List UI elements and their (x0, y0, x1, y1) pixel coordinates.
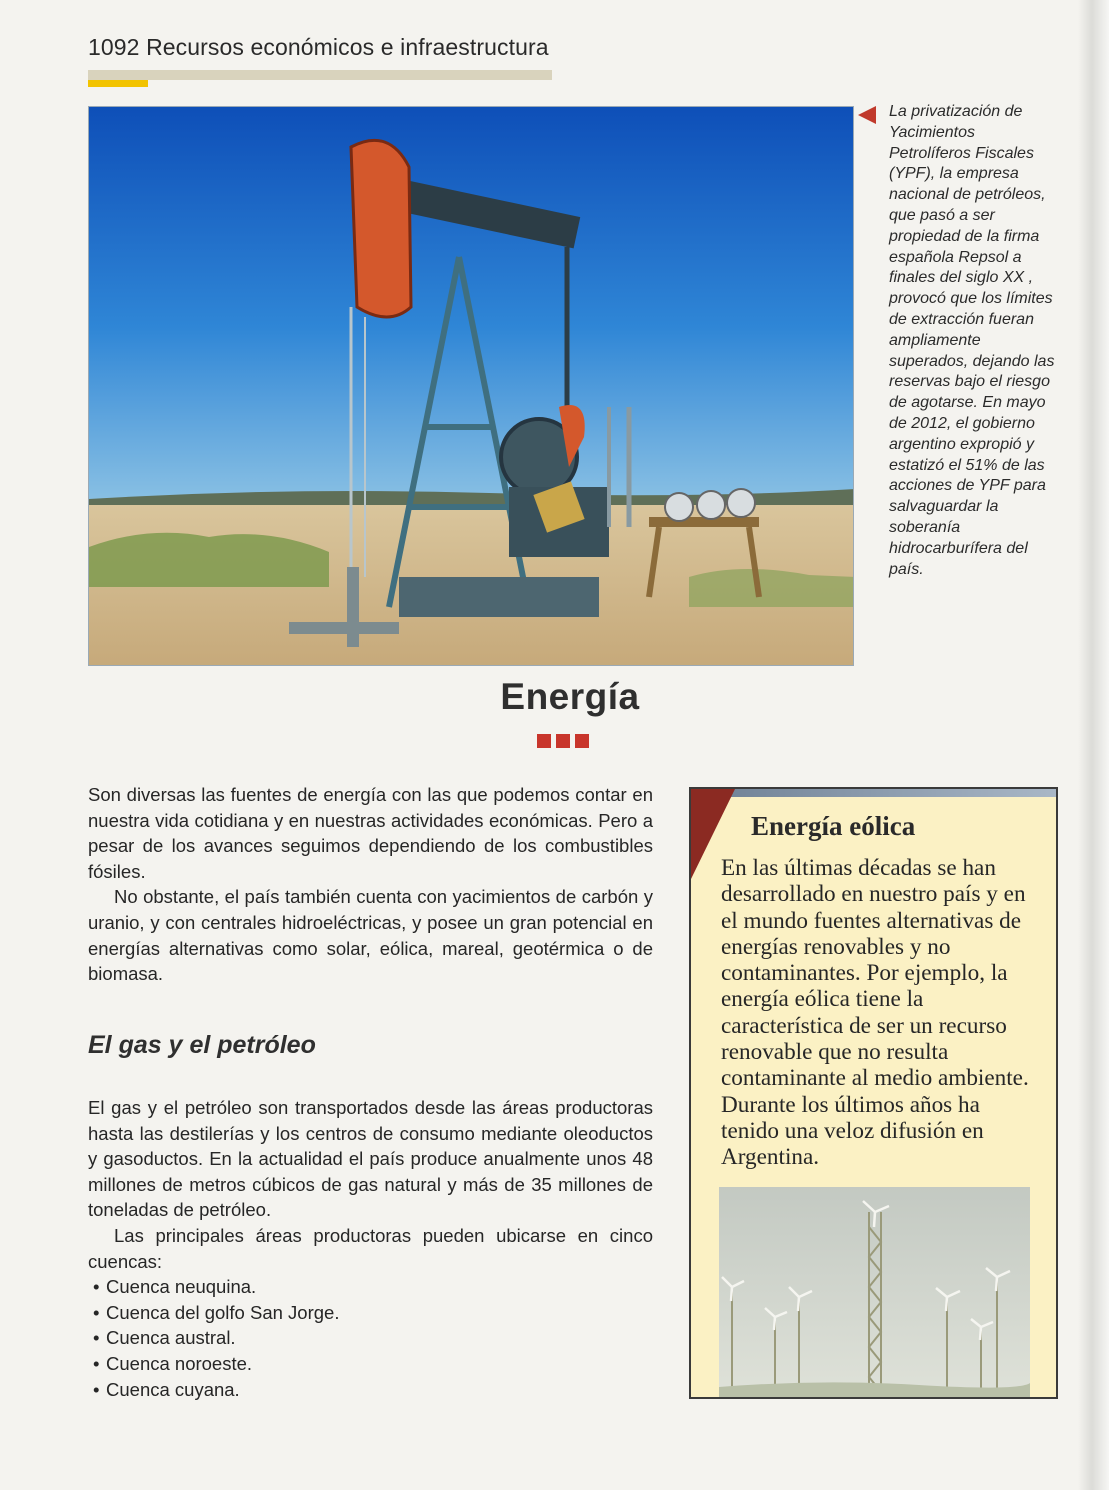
sidebox-text: En las últimas décadas se han desarrollado en nuestro país y en el mundo fuentes alternativas de energías renovables y no contaminantes. Por ejemplo, la energía eólica tiene la característica de ser un recurso renovable que no resulta contaminante al medio ambiente. Durante los últimos años ha tenido una veloz difusión en Argentina. (721, 855, 1029, 1171)
header-accent-bar (88, 80, 148, 87)
intro-paragraph-1: Son diversas las fuentes de energía con las que podemos contar en nuestra vida cotidiana y en nuestras actividades económicas. Pero a pesar de los avances seguimos dependiendo de los combustibles fósiles. (88, 784, 653, 882)
wind-turbines-photo (719, 1187, 1030, 1399)
sidebox-top-bar (691, 789, 1056, 797)
ornament-square (575, 734, 589, 748)
wind-energy-sidebox (689, 787, 1058, 1399)
page-header (88, 34, 558, 61)
list-item: • Cuenca noroeste. (88, 1351, 653, 1377)
scan-edge-shadow (1078, 0, 1109, 1490)
caption-pointer-icon (858, 106, 876, 124)
gas-oil-section (88, 1095, 653, 1402)
ornament-square (537, 734, 551, 748)
oil-pumpjack-photo (88, 106, 854, 666)
section-title: Energía (500, 676, 640, 717)
gas-oil-heading: El gas y el petróleo (88, 1031, 316, 1059)
list-item: • Cuenca del golfo San Jorge. (88, 1300, 653, 1326)
chapter-title: Recursos económicos e infraestructura (146, 34, 549, 60)
basin-list (88, 1274, 653, 1402)
main-text-column (88, 782, 653, 1400)
photo-caption: La privatización de Yacimientos Petrolíferos Fiscales (YPF), la empresa nacional de petróleos, que pasó a ser propiedad de la firma española Repsol a finales del siglo XX , provocó que los límites de extracción fueran ampliamente superados, dejando las reservas bajo el riesgo de agotarse. En mayo de 2012, el gobierno argentino expropió y estatizó el 51% de las acciones de YPF para salvaguardar la soberanía hidrocarburífera del país. (889, 103, 1055, 578)
list-item: • Cuenca austral. (88, 1325, 653, 1351)
section-title-ornament (537, 734, 594, 753)
sidebox-title: Energía eólica (751, 811, 916, 841)
list-item: • Cuenca cuyana. (88, 1377, 653, 1403)
intro-paragraph-2: No obstante, el país también cuenta con yacimientos de carbón y uranio, y con centrales hidroeléctricas, y posee un gran potencial en energías alternativas como solar, eólica, mareal, geotérmica o de biomasa. (88, 886, 653, 985)
ornament-square (556, 734, 570, 748)
gas-paragraph-1: El gas y el petróleo son transportados desde las áreas productoras hasta las destilerías y los centros de consumo mediante oleoductos y gasoductos. En la actualidad el país produce anualmente unos 48 millones de metros cúbicos de gas natural y más de 35 millones de toneladas de petróleo. (88, 1097, 653, 1221)
page-number: 1092 (88, 34, 140, 60)
gas-paragraph-2: Las principales áreas productoras pueden ubicarse en cinco cuencas: (88, 1224, 653, 1272)
list-item: • Cuenca neuquina. (88, 1274, 653, 1300)
header-rule (88, 70, 552, 80)
